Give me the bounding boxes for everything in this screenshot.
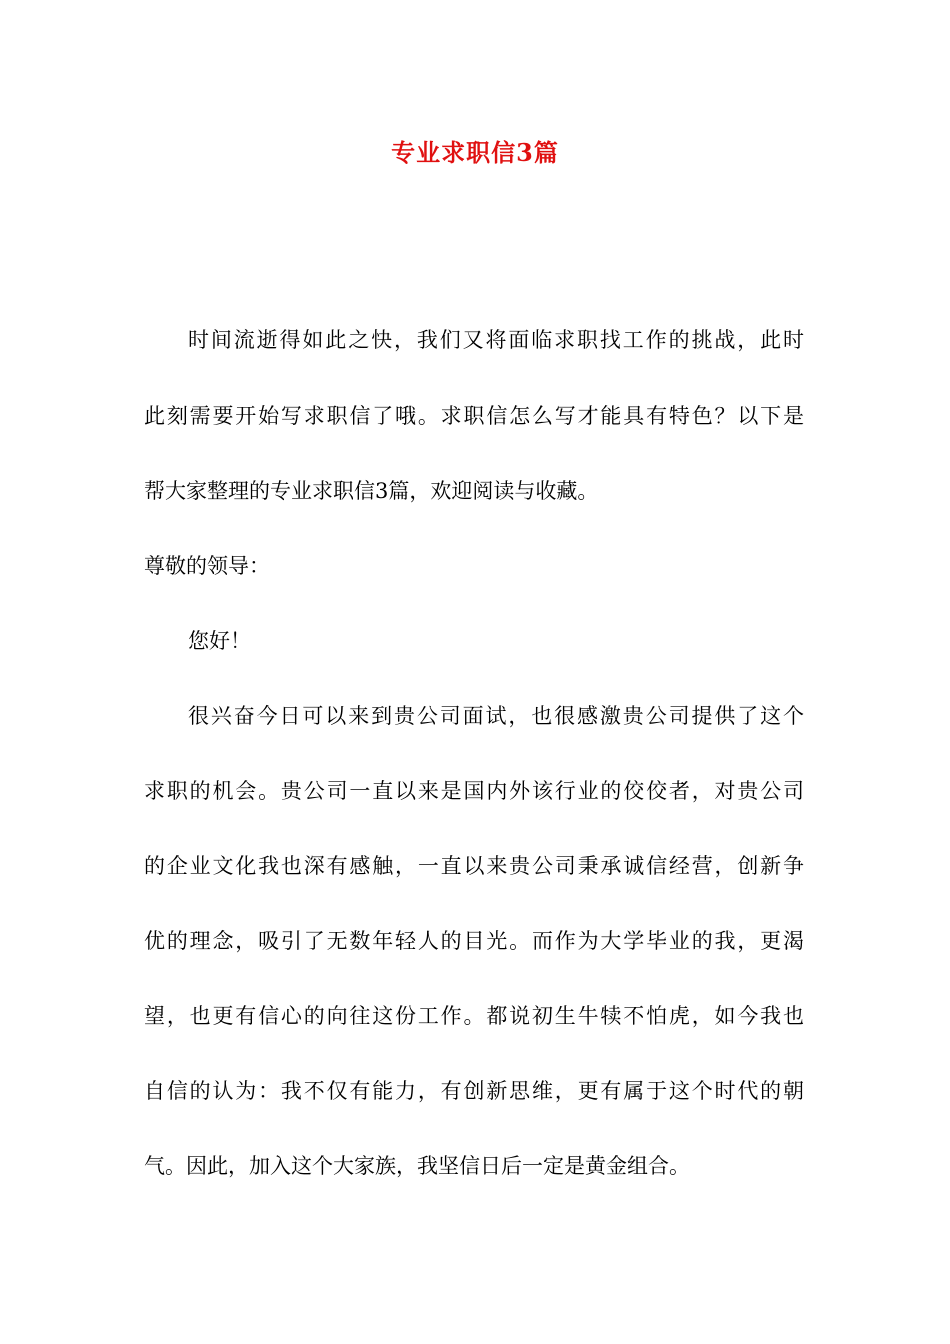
body-line-2: 求职的机会。贵公司一直以来是国内外该行业的佼佼者，对贵公司 [144,779,804,803]
body-line-7: 气。因此，加入这个大家族，我坚信日后一定是黄金组合。 [144,1154,690,1178]
body-line-1: 很兴奋今日可以来到贵公司面试，也很感激贵公司提供了这个 [188,704,804,728]
intro-line-3: 帮大家整理的专业求职信3篇，欢迎阅读与收藏。 [144,479,599,503]
document-title: 专业求职信3篇 [391,138,559,167]
salutation: 尊敬的领导： [144,554,270,578]
body-line-4: 优的理念，吸引了无数年轻人的目光。而作为大学毕业的我，更渴 [144,929,804,953]
intro-line-1: 时间流逝得如此之快，我们又将面临求职找工作的挑战，此时 [188,328,804,352]
intro-line-2: 此刻需要开始写求职信了哦。求职信怎么写才能具有特色？以下是 [144,404,804,428]
greeting: 您好！ [188,629,251,653]
body-line-6: 自信的认为：我不仅有能力，有创新思维，更有属于这个时代的朝 [144,1079,804,1103]
body-line-3: 的企业文化我也深有感触，一直以来贵公司秉承诚信经营，创新争 [144,854,804,878]
body-line-5: 望，也更有信心的向往这份工作。都说初生牛犊不怕虎，如今我也 [144,1004,804,1028]
